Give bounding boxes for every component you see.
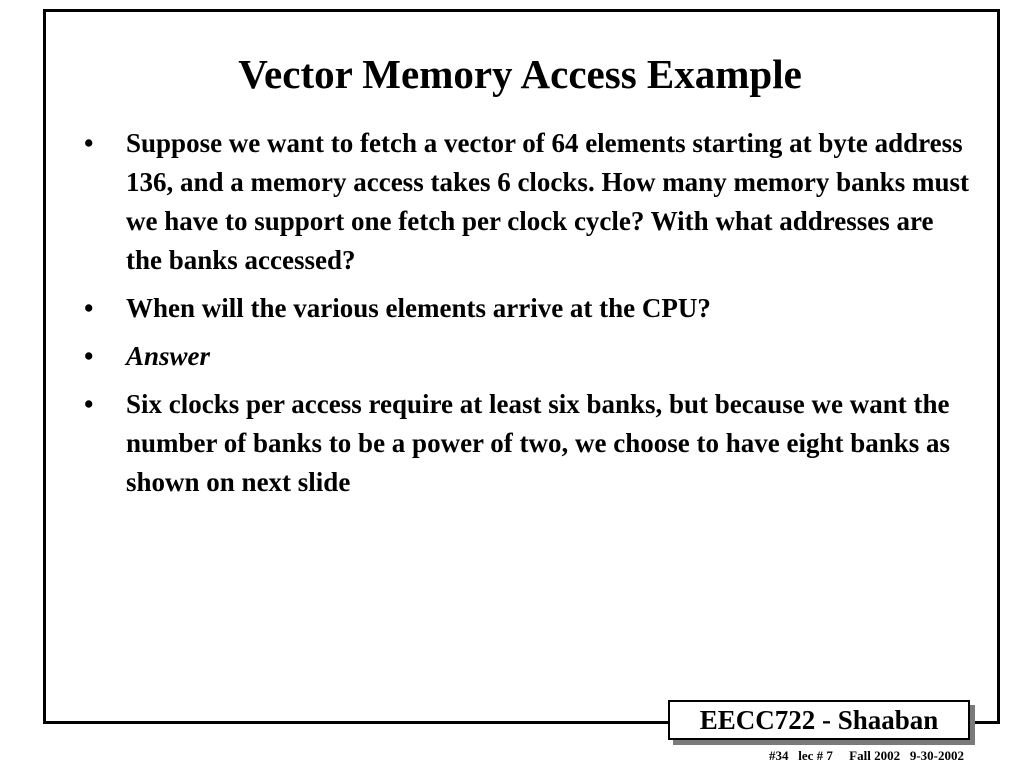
bullet-icon: •	[84, 128, 94, 158]
course-label-box: EECC722 - Shaaban	[668, 700, 970, 740]
bullet-icon: •	[84, 341, 94, 371]
bullet-item	[84, 289, 974, 328]
bullet-list	[84, 124, 974, 511]
bullet-icon: •	[84, 293, 94, 323]
bullet-text: Six clocks per access require at least six banks, but because we want the number of banks to be a power of two, we choose to have eight banks as shown on next slide	[126, 389, 951, 497]
bullet-icon: •	[84, 389, 94, 419]
bullet-text: Suppose we want to fetch a vector of 64 elements starting at byte address 136, and a memory access takes 6 clocks. How many memory banks must we have to support one fetch per clock cycle? With what addresses are the banks accessed?	[126, 128, 969, 275]
bullet-item	[84, 124, 974, 280]
bullet-item	[84, 385, 974, 502]
bullet-text: Answer	[126, 341, 211, 371]
bullet-text: When will the various elements arrive at the CPU?	[126, 293, 711, 323]
slide-meta-info: #34 lec # 7 Fall 2002 9-30-2002	[769, 748, 964, 763]
slide-title: Vector Memory Access Example	[238, 51, 802, 97]
bullet-item	[84, 337, 974, 376]
